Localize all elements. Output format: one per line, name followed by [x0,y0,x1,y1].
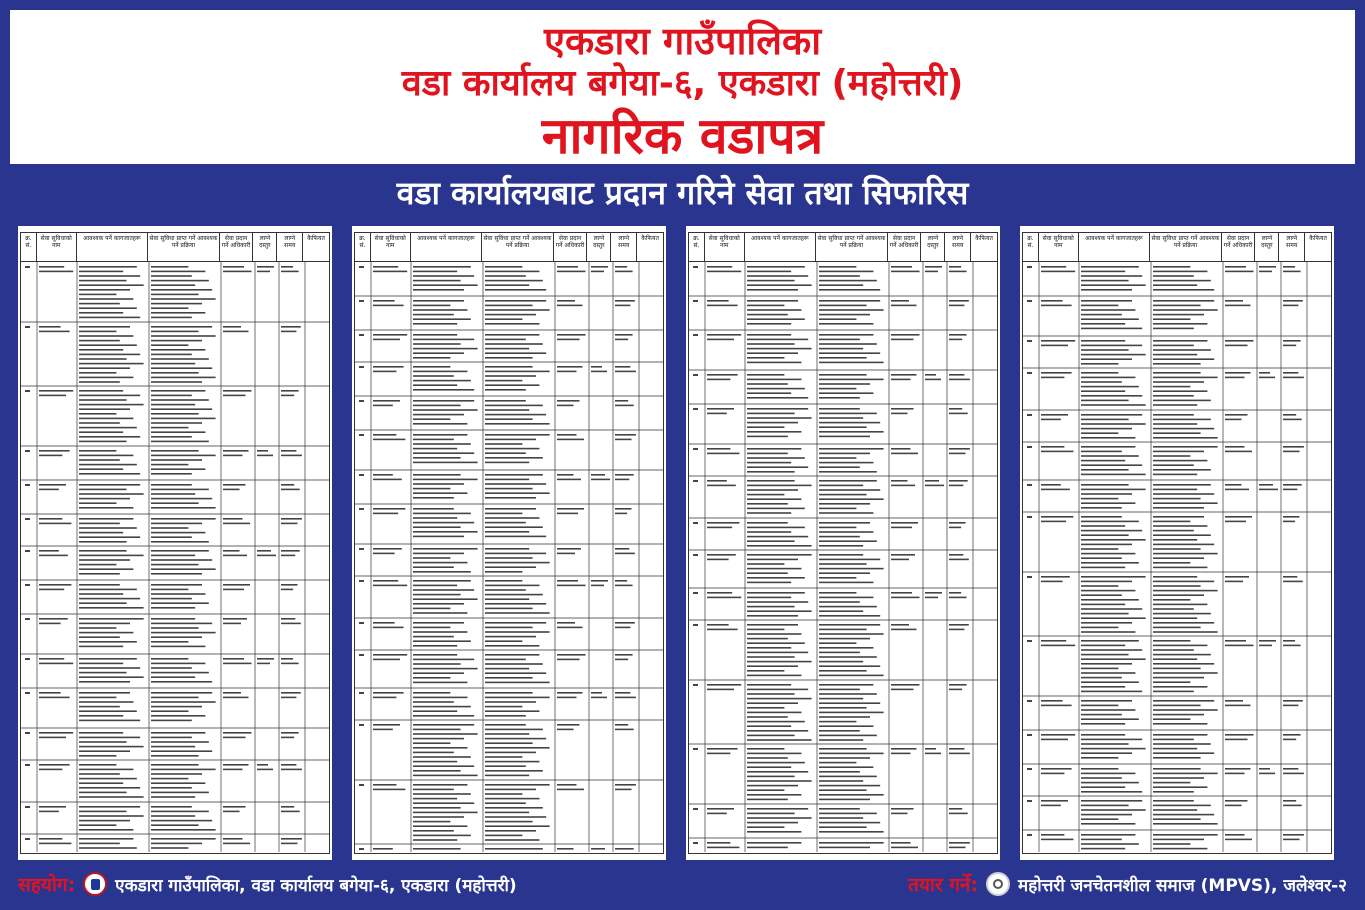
column-header: लाग्ने समय [945,233,971,261]
column-header: सेवा प्रदान गर्ने अधिकारी [220,233,254,261]
table-rows-graphic [355,262,663,852]
column-header: क्र. सं. [1023,233,1039,261]
services-subtitle: वडा कार्यालयबाट प्रदान गरिने सेवा तथा सिफारिस [396,174,969,212]
column-header: कैफियत [641,235,659,242]
column-header: लाग्ने समय [611,233,637,261]
support-text: एकडारा गाउँपालिका, वडा कार्यालय बगेया-६, एकडारा (महोत्तरी) [115,875,517,896]
charter-panel-1 [18,226,332,860]
column-header: क्र. सं. [355,233,371,261]
support-label: सहयोग: [18,874,76,896]
column-header: लाग्ने दस्तुर [253,233,277,261]
prepared-by-credit [908,866,1347,902]
organization-logo-icon [986,872,1010,896]
table-rows-graphic [21,262,329,852]
footer-bar [0,866,1365,902]
municipality-title: एकडारा गाउँपालिका [543,19,822,63]
table-header [20,232,330,262]
table-header [1022,232,1332,262]
charter-panel-3 [686,226,1000,860]
table-rows-graphic [689,262,997,852]
support-credit [18,866,517,902]
column-header: सेवा सुविधाको नाम [705,233,745,261]
column-header: लाग्ने समय [277,233,303,261]
column-header: लाग्ने समय [1279,233,1305,261]
column-header: सेवा सुविधाको नाम [1039,233,1079,261]
column-header: कैफियत [1309,235,1327,242]
column-header: क्र. सं. [689,233,705,261]
table-body [688,262,998,854]
column-header: सेवा सुविधाको नाम [37,233,77,261]
table-body [20,262,330,854]
table-body [1022,262,1332,854]
citizen-charter-title: नागरिक वडापत्र [541,107,824,165]
charter-panel-2 [352,226,666,860]
column-header: लाग्ने दस्तुर [921,233,945,261]
table-header [354,232,664,262]
prepared-by-text: महोत्तरी जनचेतनशील समाज (MPVS), जलेश्वर-२ [1018,875,1347,896]
charter-panel-4 [1020,226,1334,860]
column-header: आवश्यक पर्ने कागजातहरू [411,233,483,261]
column-header: आवश्यक पर्ने कागजातहरू [745,233,817,261]
table-header [688,232,998,262]
column-header: सेवा प्रदान गर्ने अधिकारी [1222,233,1256,261]
column-header: आवश्यक पर्ने कागजातहरू [1079,233,1151,261]
ward-office-title: वडा कार्यालय बगेया-६, एकडारा (महोत्तरी) [401,63,964,104]
column-header: क्र. सं. [21,233,37,261]
prepared-by-label: तयार गर्ने: [908,874,979,896]
table-body [354,262,664,854]
column-header: कैफियत [307,235,325,242]
column-header: लाग्ने दस्तुर [1255,233,1279,261]
column-header: सेवा सुविधा प्राप्त गर्ने आवश्यक पर्ने प्रक्रिया [816,233,888,261]
column-header: आवश्यक पर्ने कागजातहरू [77,233,149,261]
header-banner [10,10,1355,164]
column-header: सेवा सुविधा प्राप्त गर्ने आवश्यक पर्ने प्रक्रिया [148,233,220,261]
column-header: सेवा प्रदान गर्ने अधिकारी [554,233,588,261]
column-header: सेवा प्रदान गर्ने अधिकारी [888,233,922,261]
column-header: सेवा सुविधा प्राप्त गर्ने आवश्यक पर्ने प्रक्रिया [1150,233,1222,261]
column-header: लाग्ने दस्तुर [587,233,611,261]
column-header: कैफियत [975,235,993,242]
column-header: सेवा सुविधा प्राप्त गर्ने आवश्यक पर्ने प्रक्रिया [482,233,554,261]
municipality-emblem-icon [83,872,107,896]
column-header: सेवा सुविधाको नाम [371,233,411,261]
table-rows-graphic [1023,262,1331,852]
